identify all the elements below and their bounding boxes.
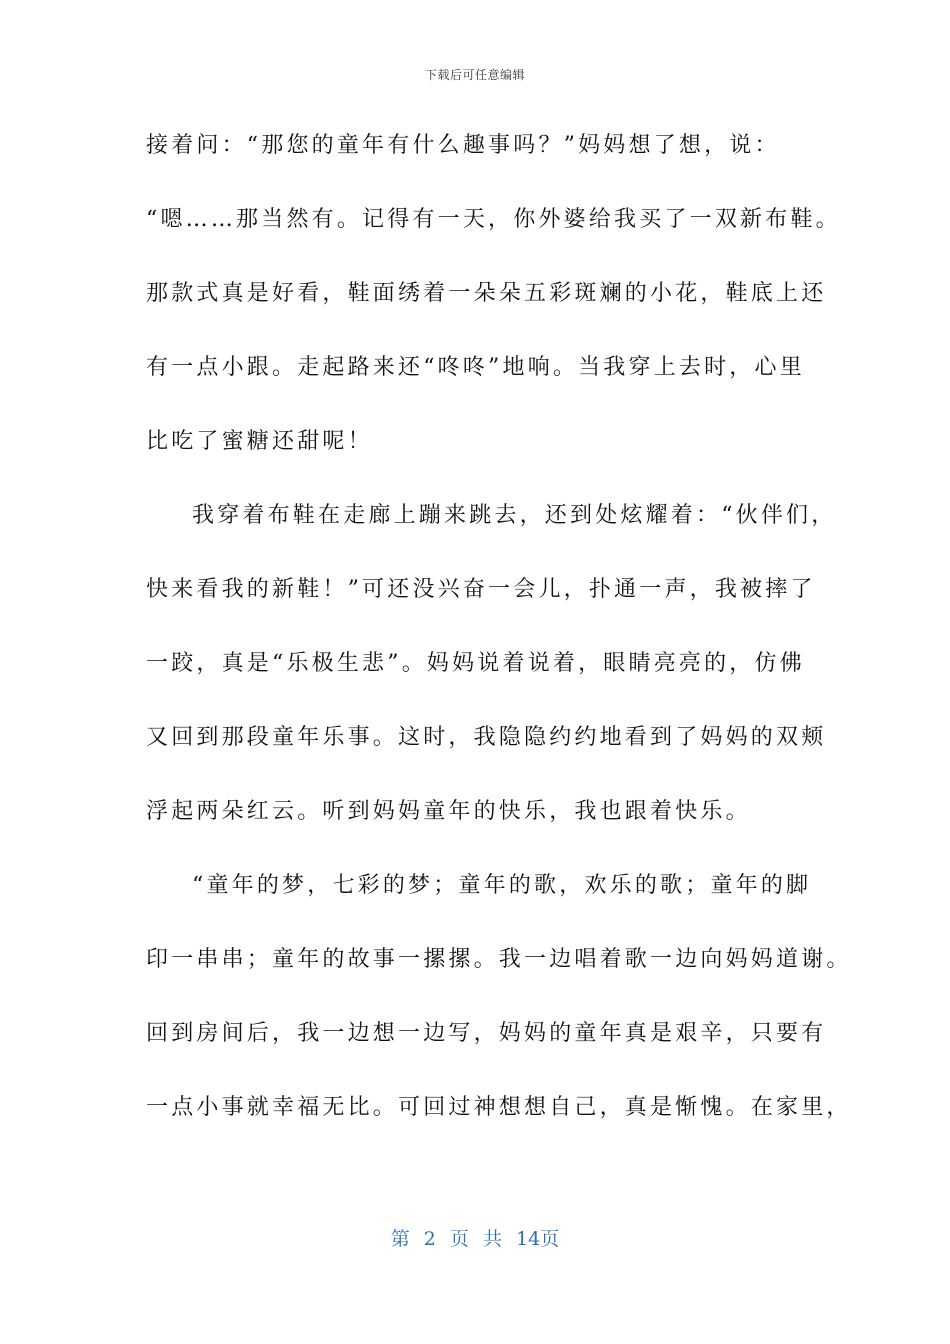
text-line-8: 一跤，真是“乐极生悲”。妈妈说着说着，眼睛亮亮的，仿佛 (146, 651, 805, 676)
text-line-1: 接着问：“那您的童年有什么趣事吗？”妈妈想了想，说： (146, 133, 780, 158)
text-line-13: 回到房间后，我一边想一边写，妈妈的童年真是艰辛，只要有 (146, 1021, 827, 1046)
text-line-6: 我穿着布鞋在走廊上蹦来跳去，还到处炫耀着：“伙伴们， (192, 503, 837, 528)
text-line-9: 又回到那段童年乐事。这时，我隐隐约约地看到了妈妈的双颊 (146, 725, 827, 750)
page-header: 下载后可任意编辑 (424, 68, 525, 82)
text-line-3: 那款式真是好看，鞋面绣着一朵朵五彩斑斓的小花，鞋底上还 (146, 281, 827, 306)
text-line-2: “嗯……那当然有。记得有一天，你外婆给我买了一双新布鞋。 (146, 207, 841, 232)
text-line-14: 一点小事就幸福无比。可回过神想想自己，真是惭愧。在家里， (146, 1095, 852, 1120)
footer-ye: 页 (449, 1228, 469, 1250)
text-line-7: 快来看我的新鞋！”可还没兴奋一会儿，扑通一声，我被摔了 (146, 577, 816, 602)
text-line-11: “童年的梦，七彩的梦；童年的歌，欢乐的歌；童年的脚 (192, 873, 812, 898)
footer-total-pages: 14页 (516, 1228, 560, 1250)
document-body (146, 126, 852, 1162)
footer-page-number: 2 (423, 1228, 436, 1250)
page-footer (0, 1224, 950, 1251)
text-line-10: 浮起两朵红云。听到妈妈童年的快乐，我也跟着快乐。 (146, 799, 751, 824)
text-line-5: 比吃了蜜糖还甜呢！ (146, 429, 373, 454)
text-line-4: 有一点小跟。走起路来还“咚咚”地响。当我穿上去时，心里 (146, 355, 805, 380)
text-line-12: 印一串串；童年的故事一摞摞。我一边唱着歌一边向妈妈道谢。 (146, 947, 852, 972)
footer-gong: 共 (483, 1228, 503, 1250)
footer-di: 第 (390, 1228, 410, 1250)
